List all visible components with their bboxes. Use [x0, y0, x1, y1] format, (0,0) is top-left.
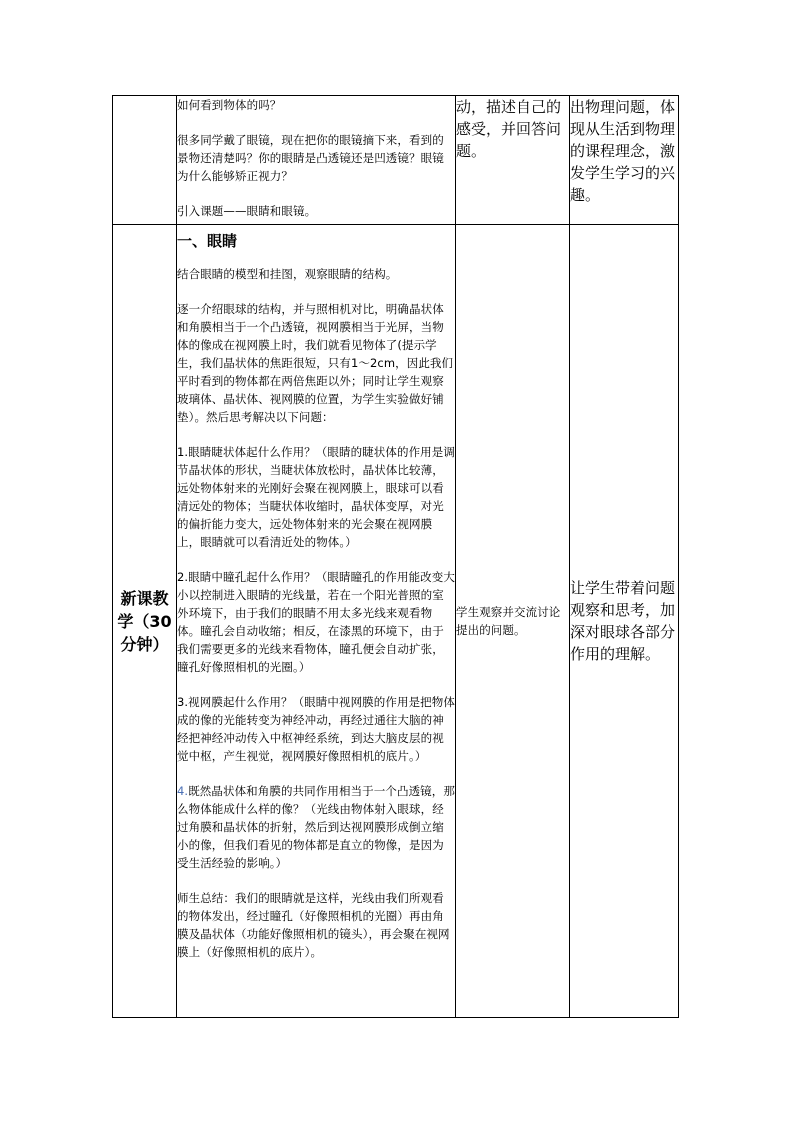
lesson-plan-table	[112, 95, 679, 1018]
student-activity-cell	[456, 225, 570, 1018]
student-activity-text: 学生观察并交流讨论提出的问题。	[456, 605, 561, 637]
design-intent-text: 让学生带着问题观察和思考，加深对眼球各部分作用的理解。	[570, 579, 676, 663]
teacher-activity-cell	[177, 96, 456, 225]
question-3: 3.视网膜起什么作用？（眼睛中视网膜的作用是把物体成的像的光能转变为神经冲动，再经过通往大脑的神经把神经冲动传入中枢神经系统，到达大脑皮层的视觉中枢，产生视觉，视网膜好像照相机的底片。）	[177, 695, 455, 763]
teacher-paragraph: 逐一介绍眼球的结构，并与照相机对比，明确晶状体和角膜相当于一个凸透镜，视网膜相当于光屏，当物体的像成在视网膜上时，我们就看见物体了(提示学生，我们晶状体的焦距很短，只有1～2cm，因此我们平时看到的物体都在两倍焦距以外；同时让学生观察玻璃体、晶状体、视网膜的位置，为学生实验做好铺垫）。然后思考解决以下问题：	[177, 302, 454, 424]
stage-label: 新课教学（30分钟）	[117, 588, 172, 654]
table-row-new-lesson	[113, 225, 679, 1018]
question-2: 2.眼睛中瞳孔起什么作用？（眼睛瞳孔的作用能改变大小以控制进入眼睛的光线量，若在一个阳光普照的室外环境下，由于我们的眼睛不用太多光线来观看物体。瞳孔会自动收缩；相反，在漆黑的环境下，由于我们需要更多的光线来看物体，瞳孔便会自动扩张，瞳孔好像照相机的光圈。）	[177, 570, 455, 674]
teacher-paragraph: 结合眼睛的模型和挂图，观察眼睛的结构。	[177, 267, 398, 281]
teacher-activity-cell	[177, 225, 456, 1018]
table-row-intro	[113, 96, 679, 225]
question-4-text: 既然晶状体和角膜的共同作用相当于一个凸透镜，那么物体能成什么样的像？（光线由物体射入眼球，经过角膜和晶状体的折射，然后到达视网膜形成倒立缩小的像，但我们看见的物体都是直立的物像，是因为受生活经验的影响。）	[177, 784, 455, 870]
section-title: 一、眼睛	[177, 232, 238, 250]
teacher-paragraph: 如何看到物体的吗？	[177, 98, 282, 112]
stage-cell	[113, 225, 177, 1018]
student-activity-cell	[456, 96, 570, 225]
teacher-paragraph: 很多同学戴了眼镜，现在把你的眼镜摘下来，看到的景物还清楚吗？你的眼睛是凸透镜还是凹透镜？眼镜为什么能够矫正视力？	[177, 133, 444, 183]
question-4	[177, 782, 455, 872]
design-intent-cell	[570, 225, 679, 1018]
summary-paragraph: 师生总结：我们的眼睛就是这样，光线由我们所观看的物体发出，经过瞳孔（好像照相机的光圈）再由角膜及晶状体（功能好像照相机的镜头），再会聚在视网膜上（好像照相机的底片）。	[177, 891, 450, 959]
stage-cell-empty	[113, 96, 177, 225]
design-intent-text: 出物理问题，体现从生活到物理的课程理念，激发学生学习的兴趣。	[570, 98, 676, 204]
student-activity-text: 动，描述自己的感受，并回答问题。	[456, 98, 562, 160]
question-1: 1.眼睛睫状体起什么作用？（眼睛的睫状体的作用是调节晶状体的形状，当睫状体放松时，晶状体比较薄，远处物体射来的光刚好会聚在视网膜上，眼球可以看清远处的物体；当睫状体收缩时，晶状体变厚，对光的偏折能力变大，远处物体射来的光会聚在视网膜上，眼睛就可以看清近处的物体。）	[177, 445, 455, 549]
teacher-paragraph: 引入课题——眼睛和眼镜。	[177, 204, 317, 218]
question-4-number: 4.	[177, 784, 189, 798]
design-intent-cell	[570, 96, 679, 225]
